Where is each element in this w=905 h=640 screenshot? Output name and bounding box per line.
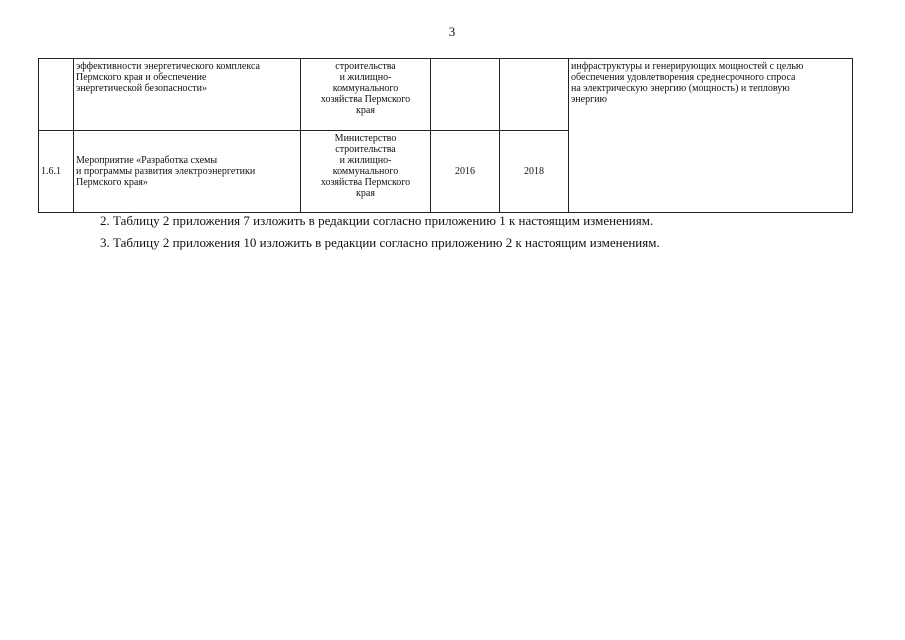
table-row (39, 59, 853, 131)
row-number-cell: 1.6.1 (39, 131, 74, 213)
measures-table (38, 58, 853, 213)
start-year-cell: 2016 (431, 131, 500, 213)
executor-cell: Министерство строительства и жилищно- коммунального хозяйства Пермского края (301, 131, 431, 213)
amendment-paragraph-3: 3. Таблицу 2 приложения 10 изложить в редакции согласно приложению 2 к настоящим изменениям. (100, 235, 660, 250)
expected-result-cell: инфраструктуры и генерирующих мощностей с целью обеспечения удовлетворения среднесрочного спроса на электрическую энергию (мощность) и тепловую энергию (569, 59, 853, 213)
executor-cell: строительства и жилищно- коммунального хозяйства Пермского края (301, 59, 431, 131)
end-year-cell (500, 59, 569, 131)
row-number-cell (39, 59, 74, 131)
start-year-cell (431, 59, 500, 131)
page-number: 3 (448, 24, 456, 39)
measure-name-cell: эффективности энергетического комплекса Пермского края и обеспечение энергетической безопасности» (74, 59, 301, 131)
measure-name-cell: Мероприятие «Разработка схемы и программы развития электроэнергетики Пермского края» (74, 131, 301, 213)
end-year-cell: 2018 (500, 131, 569, 213)
amendment-paragraph-2: 2. Таблицу 2 приложения 7 изложить в редакции согласно приложению 1 к настоящим изменениям. (100, 213, 654, 228)
